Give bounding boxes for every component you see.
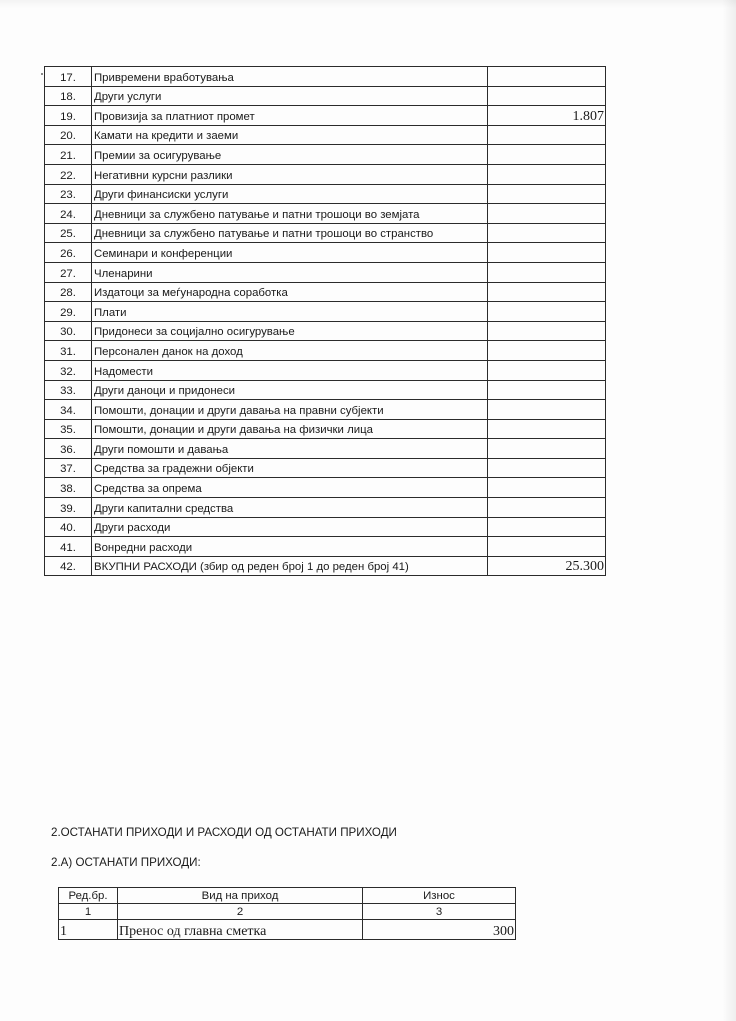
expense-row-number: 28.: [45, 282, 92, 302]
expense-row: [45, 458, 606, 478]
expense-row: [45, 106, 606, 126]
income-row-number: 1: [59, 920, 118, 940]
expense-row: [45, 243, 606, 263]
expense-row-amount: [488, 458, 606, 478]
expense-row-amount: 25.300: [488, 556, 606, 576]
expense-row-number: 18.: [45, 86, 92, 106]
expense-row-amount: [488, 439, 606, 459]
expense-row-label: Други капитални средства: [92, 498, 488, 518]
expense-row-number: 37.: [45, 458, 92, 478]
expense-row-label: Провизија за платниот промет: [92, 106, 488, 126]
expense-row-label: Други услуги: [92, 86, 488, 106]
expense-row: [45, 498, 606, 518]
expense-row: [45, 439, 606, 459]
expense-row-number: 41.: [45, 537, 92, 557]
expense-row-amount: [488, 419, 606, 439]
expense-row-number: 22.: [45, 164, 92, 184]
expense-row-amount: [488, 321, 606, 341]
expense-row-amount: [488, 223, 606, 243]
expense-row-amount: [488, 517, 606, 537]
expense-row: [45, 184, 606, 204]
expense-row: [45, 321, 606, 341]
header-amount: Износ: [363, 888, 516, 904]
expense-row-number: 30.: [45, 321, 92, 341]
expense-row-label: Средства за опрема: [92, 478, 488, 498]
expense-row-amount: [488, 125, 606, 145]
expense-row-label: Привремени вработувања: [92, 67, 488, 87]
expense-row: [45, 204, 606, 224]
expense-row-label: Други расходи: [92, 517, 488, 537]
section-2-title: 2.ОСТАНАТИ ПРИХОДИ И РАСХОДИ ОД ОСТАНАТИ ПРИХОДИ: [51, 826, 397, 839]
expense-row-amount: [488, 478, 606, 498]
expense-row: [45, 223, 606, 243]
column-number-2: 2: [118, 904, 363, 920]
expense-row-number: 36.: [45, 439, 92, 459]
expense-row-label: Дневници за службено патување и патни трошоци во странство: [92, 223, 488, 243]
expense-row-amount: [488, 262, 606, 282]
expense-row: [45, 302, 606, 322]
expense-row-number: 19.: [45, 106, 92, 126]
expense-row: [45, 145, 606, 165]
expense-row-amount: [488, 380, 606, 400]
column-number-1: 1: [59, 904, 118, 920]
expense-row-label: Дневници за службено патување и патни трошоци во земјата: [92, 204, 488, 224]
expense-row-amount: [488, 341, 606, 361]
expense-row-number: 21.: [45, 145, 92, 165]
expense-row-number: 25.: [45, 223, 92, 243]
expense-row: [45, 517, 606, 537]
column-number-3: 3: [363, 904, 516, 920]
expense-row-label: Вонредни расходи: [92, 537, 488, 557]
expenses-table: [44, 66, 606, 576]
expense-row: [45, 125, 606, 145]
expense-row-amount: [488, 302, 606, 322]
expenses-table-body: [45, 67, 606, 576]
expense-row-number: 29.: [45, 302, 92, 322]
expense-row-number: 23.: [45, 184, 92, 204]
other-income-table: [58, 887, 516, 940]
expense-row-number: 17.: [45, 67, 92, 87]
expense-row-amount: [488, 282, 606, 302]
expense-row-number: 31.: [45, 341, 92, 361]
expense-row-label: Негативни курсни разлики: [92, 164, 488, 184]
expense-row-label: Персонален данок на доход: [92, 341, 488, 361]
income-column-number-row: [59, 904, 516, 920]
expense-row-number: 34.: [45, 400, 92, 420]
header-row-number: Ред.бр.: [59, 888, 118, 904]
expense-row-amount: [488, 86, 606, 106]
expense-row-number: 32.: [45, 360, 92, 380]
expense-row-amount: [488, 67, 606, 87]
expense-row-amount: [488, 498, 606, 518]
expense-row-label: Семинари и конференции: [92, 243, 488, 263]
expense-row-label: Помошти, донации и други давања на физички лица: [92, 419, 488, 439]
section-2a-subtitle: 2.А) ОСТАНАТИ ПРИХОДИ:: [51, 856, 201, 869]
expense-row: [45, 164, 606, 184]
expense-row-number: 35.: [45, 419, 92, 439]
expense-row: [45, 478, 606, 498]
expense-row: [45, 380, 606, 400]
expense-row: [45, 400, 606, 420]
expense-row-amount: [488, 360, 606, 380]
expense-row-label: Придонеси за социјално осигурување: [92, 321, 488, 341]
expense-row-label: Помошти, донации и други давања на правни субјекти: [92, 400, 488, 420]
expense-row: [45, 262, 606, 282]
expense-row-number: 24.: [45, 204, 92, 224]
expense-row: [45, 282, 606, 302]
income-row: [59, 920, 516, 940]
expense-row-label: Камати на кредити и заеми: [92, 125, 488, 145]
expense-row-number: 40.: [45, 517, 92, 537]
expense-row-amount: 1.807: [488, 106, 606, 126]
income-row-amount: 300: [363, 920, 516, 940]
expense-row-label: Средства за градежни објекти: [92, 458, 488, 478]
expense-row-number: 39.: [45, 498, 92, 518]
expense-row-amount: [488, 145, 606, 165]
expense-row-label: Премии за осигурување: [92, 145, 488, 165]
expense-row-amount: [488, 204, 606, 224]
expense-row-amount: [488, 243, 606, 263]
scan-edge-shadow: [722, 0, 736, 1021]
expense-row-label: Други помошти и давања: [92, 439, 488, 459]
expense-row-amount: [488, 184, 606, 204]
scan-top-shadow: [0, 0, 736, 8]
expense-row-label: Издатоци за меѓународна соработка: [92, 282, 488, 302]
expense-row-label: Членарини: [92, 262, 488, 282]
expense-row-number: 20.: [45, 125, 92, 145]
expense-row-number: 26.: [45, 243, 92, 263]
income-row-type: Пренос од главна сметка: [118, 920, 363, 940]
expense-row-label: Други даноци и придонеси: [92, 380, 488, 400]
expense-row-number: 38.: [45, 478, 92, 498]
expense-row-number: 42.: [45, 556, 92, 576]
expense-row: [45, 360, 606, 380]
expense-row: [45, 537, 606, 557]
expense-row: [45, 341, 606, 361]
expense-row-label: Други финансиски услуги: [92, 184, 488, 204]
expense-row: [45, 86, 606, 106]
expense-row-number: 27.: [45, 262, 92, 282]
expense-row-number: 33.: [45, 380, 92, 400]
expense-row-amount: [488, 164, 606, 184]
expense-row-label: Надомести: [92, 360, 488, 380]
income-header-row: [59, 888, 516, 904]
expense-row: [45, 556, 606, 576]
scan-speck: [41, 73, 43, 75]
expense-row: [45, 67, 606, 87]
expense-row-label: Плати: [92, 302, 488, 322]
expense-row-label: ВКУПНИ РАСХОДИ (збир од реден број 1 до реден број 41): [92, 556, 488, 576]
expense-row: [45, 419, 606, 439]
expense-row-amount: [488, 400, 606, 420]
header-income-type: Вид на приход: [118, 888, 363, 904]
expense-row-amount: [488, 537, 606, 557]
